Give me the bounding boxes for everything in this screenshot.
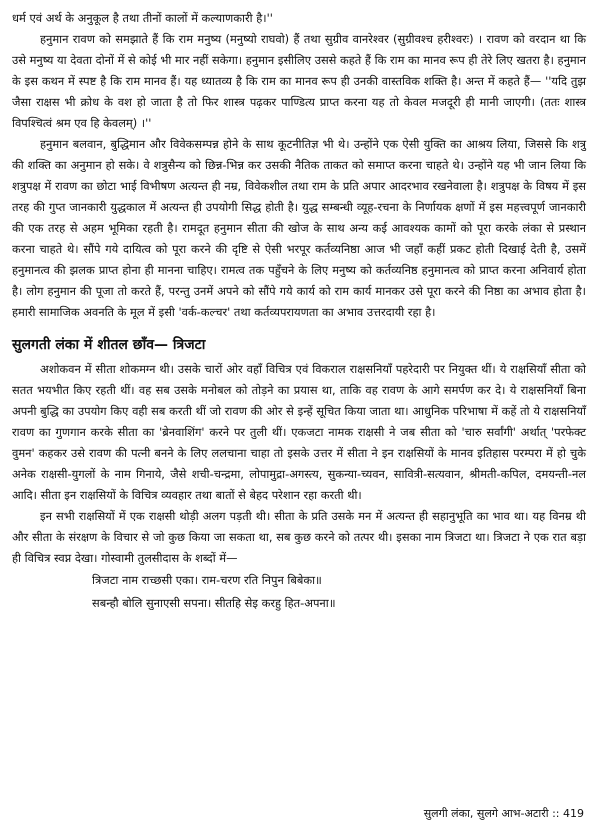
- paragraph-ashokvan: अशोकवन में सीता शोकमग्न थी। उसके चारों ओर वहाँ विचित्र एवं विकराल राक्षसनियाँ पहरेदारी पर नियुक्त थीं। ये राक्षसियाँ सीता को सतत भयभीत किए रहती थीं। वह सब उसके मनोबल को तोड़ने का प्रयास था, ताकि वह रावण के आगे समर्पण कर दे। ये राक्षसनियाँ बिना अपनी बुद्धि का उपयोग किए वही सब करती थीं जो रावण की ओर से इन्हें सूचित किया जाता था। आधुनिक परिभाषा में कहें तो ये राक्षसनियाँ रावण का गुणगान करके सीता का 'ब्रेनवाशिंग' करने पर तुली थीं। एकजटा नामक राक्षसी ने जब सीता को 'चारु सर्वांगी' अर्थात् 'परफेक्ट वुमन' कहकर उसे रावण की पत्नी बनने के लिए ललचाना चाहा तो इसके उत्तर में सीता ने इन राक्षसियों के मानव इतिहास परम्परा में हो चुके अनेक राक्षसी-युगलों के नाम गिनाये, जैसे शची-चन्द्रमा, लोपामुद्रा-अगस्त्य, सुकन्या-च्यवन, सावित्री-सत्यवान, श्रीमती-कपिल, दमयन्ती-नल आदि। सीता इन राक्षसियों के विचित्र व्यवहार तथा बातों से बेहद परेशान रहा करती थी।: [12, 362, 586, 502]
- page-footer: सुलगी लंका, सुलगे आभ-अटारी :: 419: [423, 807, 584, 820]
- paragraph-hanuman-advice: हनुमान रावण को समझाते हैं कि राम मनुष्य (मनुष्यो राघवो) हैं तथा सुग्रीव वानरेश्वर (सुग्रीवश्च हरीश्वरः) । रावण को वरदान था कि उसे मनुष्य या देवता दोनों में से कोई भी मार नहीं सकेगा। हनुमान इसीलिए उससे कहते हैं कि राम का मानव रूप ही तेरे लिए खतरा है। हनुमान के इस कथन में स्पष्ट है कि राम मानव हैं। यह ध्यातव्य है कि राम का मानव रूप ही उनकी वास्तविक शक्ति है। अन्त में कहते हैं— ''यदि तुझ जैसा राक्षस भी क्रोध के वश हो जाता है तो फिर शास्त्र पढ़कर पाण्डित्य प्राप्त करना यह तो केवल मजदूरी ही मानी जाएगी। (ततः शास्त्र विपश्चित्वं श्रम एव हि केवलम्) ।'': [12, 32, 586, 130]
- section-heading: सुलगती लंका में शीतल छाँव— त्रिजटा: [12, 337, 206, 353]
- paragraph-hanuman-strategy: हनुमान बलवान, बुद्धिमान और विवेकसम्पन्न होने के साथ कूटनीतिज्ञ भी थे। उन्होंने एक ऐसी युक्ति का आश्रय लिया, जिससे कि शत्रु की शक्ति का अनुमान हो सके। वे शत्रुसैन्य को छिन्न-भिन्न कर उसकी नैतिक ताकत को समाप्त करना चाहते थे। उन्होंने यह भी जान लिया कि शत्रुपक्ष में रावण का छोटा भाई विभीषण अत्यन्त ही नम्र, विवेकशील तथा राम के प्रति अपार आदरभाव रखनेवाला है। शत्रुपक्ष के विषय में इस तरह की गुप्त जानकारी युद्धकाल में अत्यन्त ही उपयोगी सिद्ध होती है। युद्ध सम्बन्धी व्यूह-रचना के निर्णायक क्षणों में इस महत्त्वपूर्ण जानकारी की एक तरह से अहम भूमिका रहती है। रामदूत हनुमान सीता की खोज के साथ अन्य कई आवश्यक कामों को पूरा करके लंका से प्रस्थान करना चाहते थे। सौंपे गये दायित्व को पूरा करने की दृष्टि से ऐसी भरपूर कर्तव्यनिष्ठा आज भी जहाँ कहीं प्रकट होती दिखाई देती है, उसमें हनुमानत्व की झलक प्राप्त होना ही मानना चाहिए। रामत्व तक पहुँचने के लिए मनुष्य को कर्तव्यनिष्ठ हनुमानत्व को प्राप्त करना अनिवार्य होता है। लोग हनुमान की पूजा तो करते हैं, परन्तु उनमें अपने को सौंपे गये कार्य को राम कार्य मानकर उसे पूरा करने की निष्ठा का अभाव होता है। हमारी सामाजिक अवनति के मूल में इसी 'वर्क-कल्चर' तथा कर्तव्यपरायणता का अभाव उत्तरदायी रहा है।: [12, 137, 586, 319]
- paragraph-continuation: धर्म एवं अर्थ के अनुकूल है तथा तीनों कालों में कल्याणकारी है।'': [12, 11, 273, 25]
- verse-line: सबन्हौ बोलि सुनाएसी सपना। सीतहि सेइ करहु हित-अपना॥: [92, 596, 336, 610]
- verse-block: [12, 569, 586, 615]
- paragraph-trijata: इन सभी राक्षसियों में एक राक्षसी थोड़ी अलग पड़ती थी। सीता के प्रति उसके मन में अत्यन्त ही सहानुभूति का भाव था। यह विनम्र थी और सीता के संरक्षण के विचार से जो कुछ किया जा सकता था, सब कुछ करने को तत्पर थी। इसका नाम त्रिजटा था। त्रिजटा ने एक रात बड़ा ही विचित्र स्वप्न देखा। गोस्वामी तुलसीदास के शब्दों में—: [12, 509, 586, 565]
- verse-line: त्रिजटा नाम राच्छसी एका। राम-चरण रति निपुन बिबेका॥: [92, 573, 322, 587]
